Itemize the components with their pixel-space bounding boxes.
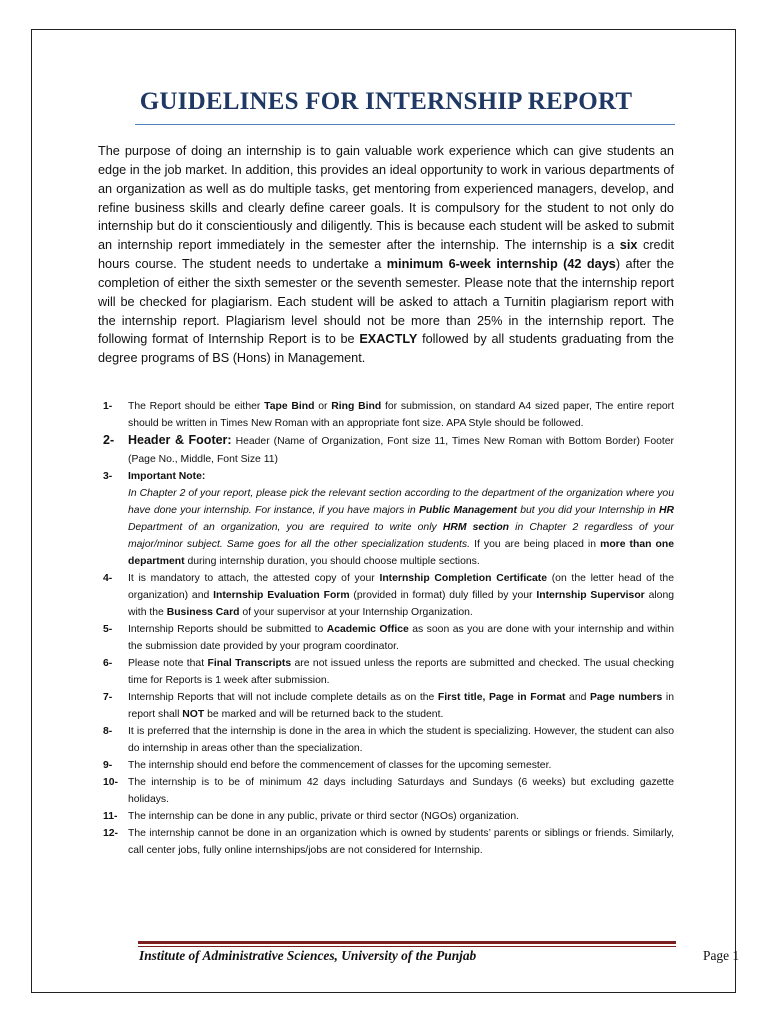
text-run: followed by all students graduating from the degree programs of BS (Hons) in Management. xyxy=(98,332,674,366)
text-run: Tape Bind xyxy=(264,401,315,412)
intro-paragraph xyxy=(98,142,674,368)
text-run: The internship cannot be done in an organization which is owned by students’ parents or siblings or friends. Similarly, call center jobs, fully online internships/jobs are not considered for Internship. xyxy=(128,828,674,856)
item-number: 2- xyxy=(103,433,115,447)
text-run: ) after the completion of either the sixth semester or the seventh semester. Please note that the internship report will be checked for plagiarism. Each student will be asked to attach a Turnitin plagiarism report with the internship report. Plagiarism level should not be more than 25% in the internship report. The following format of Internship Report is to be xyxy=(98,257,674,347)
text-run: Internship Completion Certificate xyxy=(379,573,548,584)
text-run: be marked and will be returned back to the student. xyxy=(204,709,444,720)
item-number: 1- xyxy=(103,401,113,412)
text-run: The purpose of doing an internship is to gain valuable work experience which can give students an edge in the job market. In addition, this provides an ideal opportunity to work in various departments of an organization as well as do multiple tasks, get mentoring from experienced managers, develop, and refine business skills and clearly define career goals. It is compulsory for the student to not only do internship but do it conscientiously and diligently. This is because each student will be asked to submit an internship report immediately in the semester after the internship. The internship is a xyxy=(98,144,674,253)
text-run: six xyxy=(619,238,638,253)
text-run: EXACTLY xyxy=(359,332,418,347)
item-number: 3- xyxy=(103,471,113,482)
text-run: The Report should be either xyxy=(128,401,265,412)
text-run: Important Note: xyxy=(128,471,206,482)
text-run: (on the letter head of the organization) and xyxy=(128,573,674,601)
text-run: Internship Evaluation Form xyxy=(213,590,350,601)
item-number: 6- xyxy=(103,658,113,669)
text-run: Internship Reports should be submitted to xyxy=(128,624,327,635)
text-run: HR xyxy=(658,505,674,516)
guideline-item xyxy=(98,689,674,723)
text-run: The internship is to be of minimum 42 days including Saturdays and Sundays (6 weeks) but excluding gazette holidays. xyxy=(128,777,674,805)
text-run: in Chapter 2 regardless of your major/minor subject. Same goes for all the other specialization students. xyxy=(128,522,675,550)
text-run: credit hours course. The student needs to undertake a xyxy=(98,238,674,272)
item-number: 11- xyxy=(103,811,118,822)
text-run: along with the xyxy=(128,590,675,618)
text-run: (provided in format) duly filled by your xyxy=(349,590,537,601)
text-run: NOT xyxy=(182,709,205,720)
text-run: It is mandatory to attach, the attested copy of your xyxy=(128,573,380,584)
text-run: more than one department xyxy=(128,539,674,567)
text-run: Header (Name of Organization, Font size 11, Times New Roman with Bottom Border) Footer (Page No., Middle, Font Size 11) xyxy=(128,436,674,465)
guideline-item xyxy=(98,655,674,689)
page-number: Page 1 xyxy=(703,948,740,963)
item-number: 7- xyxy=(103,692,113,703)
text-run: during internship duration, you should choose multiple sections. xyxy=(184,556,480,567)
text-run: Internship Reports that will not include complete details as on the xyxy=(128,692,438,703)
text-run: minimum 6-week internship (42 days xyxy=(386,257,616,272)
page-title: GUIDELINES FOR INTERNSHIP REPORT xyxy=(139,88,633,115)
guideline-item xyxy=(98,723,674,757)
guideline-item xyxy=(98,570,674,621)
text-run: In Chapter 2 of your report, please pick the relevant section according to the department of the organization where you have done your internship. For instance, if you have majors in xyxy=(128,488,674,516)
text-run: but you did your Internship in xyxy=(516,505,659,516)
item-number: 10- xyxy=(103,777,119,788)
text-run: Academic Office xyxy=(326,624,409,635)
guideline-item xyxy=(98,621,674,655)
text-run: Final Transcripts xyxy=(207,658,292,669)
item-number: 9- xyxy=(103,760,113,771)
footer-institute: Institute of Administrative Sciences, University of the Punjab xyxy=(139,948,477,963)
text-run: Internship Supervisor xyxy=(536,590,645,601)
guideline-item xyxy=(98,808,674,825)
guideline-item xyxy=(98,757,674,774)
text-run: or xyxy=(314,401,332,412)
text-run: First title, Page in Format xyxy=(437,692,566,703)
text-run: If you are being placed in xyxy=(470,539,601,550)
text-run: in report shall xyxy=(128,692,674,720)
text-run: Ring Bind xyxy=(331,401,382,412)
title-underline xyxy=(135,124,675,125)
text-run: of your supervisor at your Internship Organization. xyxy=(239,607,473,618)
guideline-item xyxy=(98,432,674,468)
item-number: 8- xyxy=(103,726,113,737)
text-run: Business Card xyxy=(166,607,240,618)
text-run: Page numbers xyxy=(589,692,663,703)
text-run: The internship should end before the commencement of classes for the upcoming semester. xyxy=(128,760,552,771)
footer-rule xyxy=(138,941,676,947)
text-run: and xyxy=(565,692,590,703)
text-run: Please note that xyxy=(128,658,208,669)
guideline-item xyxy=(98,825,674,859)
text-run: Header & Footer: xyxy=(128,433,232,447)
text-run: The internship can be done in any public, private or third sector (NGOs) organization. xyxy=(128,811,520,822)
guideline-item xyxy=(98,398,674,432)
text-run: HRM section xyxy=(442,522,510,533)
item-number: 12- xyxy=(103,828,119,839)
text-run: are not issued unless the reports are submitted and checked. The usual checking time for Reports is 1 week after submission. xyxy=(128,658,674,686)
text-run: for submission, on standard A4 sized paper, The entire report should be written in Times New Roman with an appropriate font size. APA Style should be followed. xyxy=(128,401,675,429)
text-run: as soon as you are done with your internship and within the submission date provided by your program coordinator. xyxy=(128,624,674,652)
text-run: Department of an organization, you are required to write only xyxy=(128,522,443,533)
item-number: 4- xyxy=(103,573,113,584)
item-number: 5- xyxy=(103,624,113,635)
guideline-list xyxy=(98,398,674,859)
text-run: It is preferred that the internship is done in the area in which the student is specializing. However, the student can also do internship in areas other than the specialization. xyxy=(128,726,674,754)
text-run: Public Management xyxy=(418,505,517,516)
guideline-item xyxy=(98,468,674,570)
guideline-item xyxy=(98,774,674,808)
